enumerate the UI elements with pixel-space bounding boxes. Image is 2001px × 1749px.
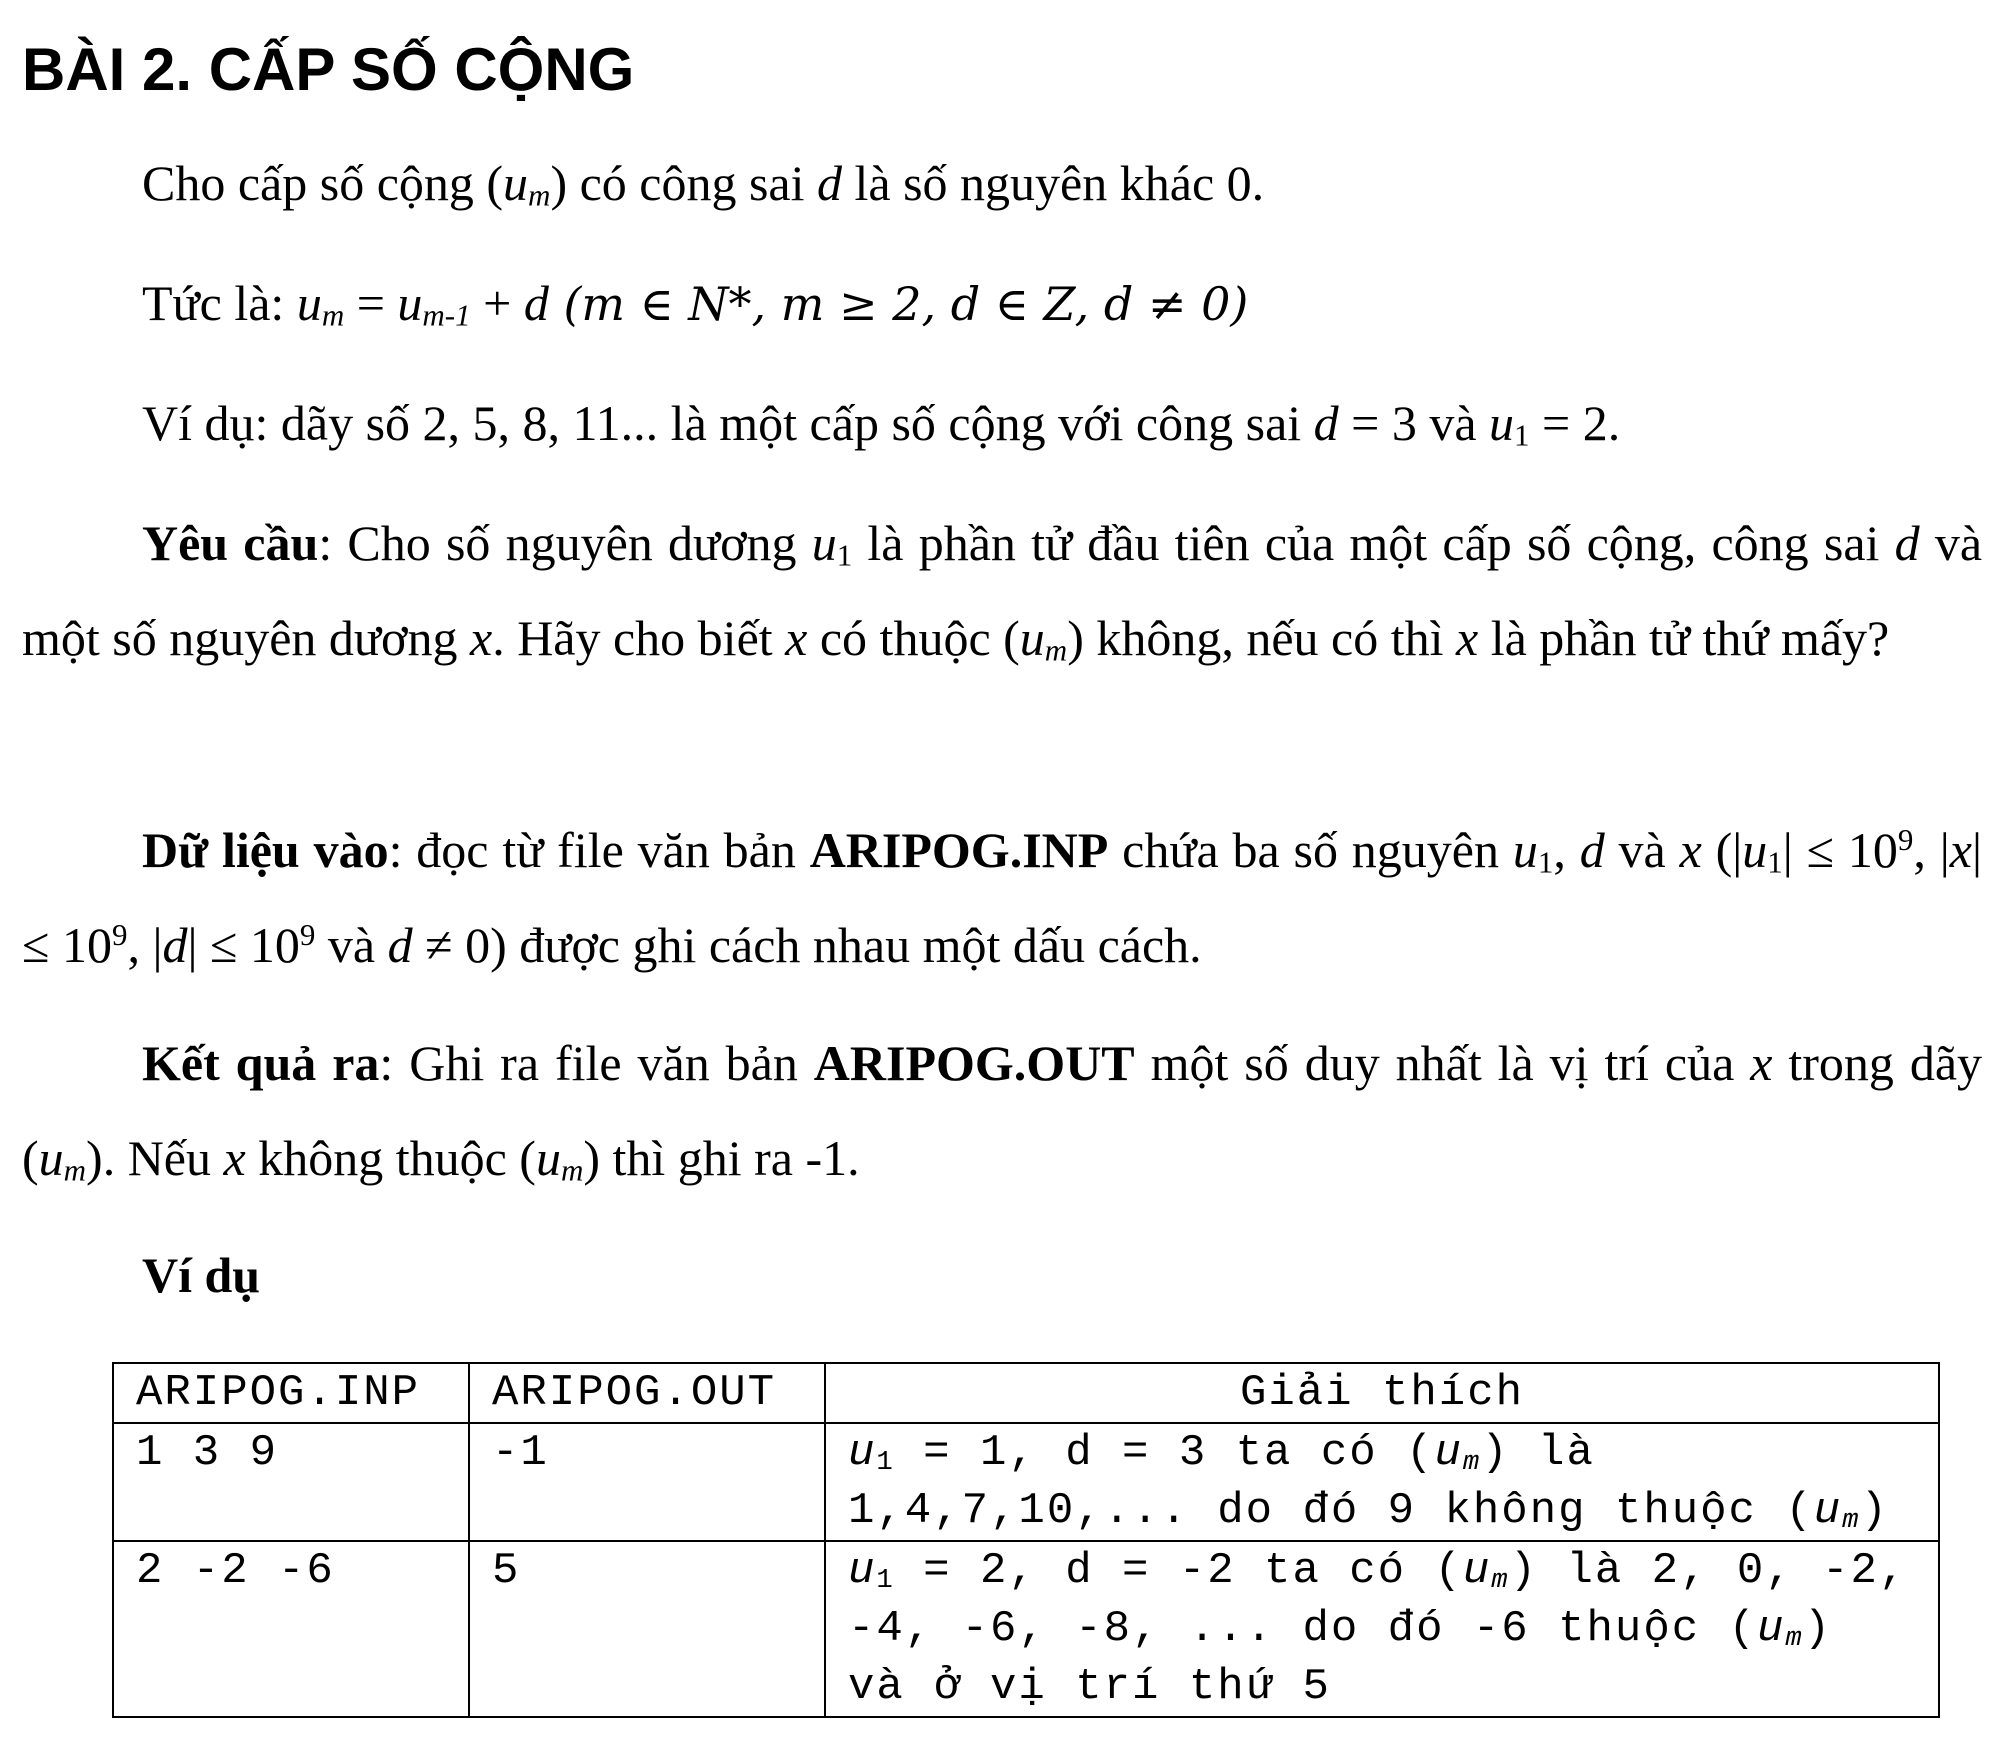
cell-explanation: $u_1 = 2$, d = -2 ta có $(u_m)$ là 2, 0, -2, -4, -6, -8, ... do đó -6 thuộc $(u_m)$ và ở vị trí thứ 5 (825, 1541, 1939, 1717)
table-header-row (113, 1363, 1939, 1423)
formula-condition: (m ∈ N*, m ≥ 2, d ∈ Z, d ≠ 0) (548, 277, 1249, 331)
cell-output: 5 (469, 1541, 825, 1717)
requirement-label: Yêu cầu (142, 515, 319, 571)
cell-input: 1 3 9 (113, 1423, 469, 1541)
header-output: ARIPOG.OUT (469, 1363, 825, 1423)
input-label: Dữ liệu vào (142, 822, 389, 878)
output-file-name: ARIPOG.OUT (813, 1035, 1135, 1091)
header-input: ARIPOG.INP (113, 1363, 469, 1423)
requirement-paragraph: Yêu cầu: Cho số nguyên dương $u_1$ là phần tử đầu tiên của một cấp số cộng, công sai d và một số nguyên dương x. Hãy cho biết x có thuộc $(u_m)$ không, nếu có thì x là phần tử thứ mấy? (22, 515, 1983, 668)
problem-title: BÀI 2. CẤP SỐ CỘNG (22, 36, 635, 103)
output-paragraph: Kết quả ra: Ghi ra file văn bản ARIPOG.OUT một số duy nhất là vị trí của x trong dãy $(u_m)$. Nếu x không thuộc $(u_m)$ thì ghi ra -1. (22, 1035, 1983, 1188)
cell-output: -1 (469, 1423, 825, 1541)
intro-example: Ví dụ: dãy số 2, 5, 8, 11... là một cấp số cộng với công sai d = 3 và $u_1 = 2$. (142, 395, 1621, 453)
example-heading: Ví dụ (142, 1247, 261, 1303)
table-row (113, 1423, 1939, 1541)
examples-table (112, 1362, 1940, 1718)
intro-definition: Cho cấp số cộng $(u_m)$ có công sai d là số nguyên khác 0. (142, 155, 1265, 213)
table-row (113, 1541, 1939, 1717)
output-label: Kết quả ra (142, 1035, 380, 1091)
intro-formula: Tức là: $u_m = u_{m-1} + d$ (m ∈ N*, m ≥ 2, d ∈ Z, d ≠ 0) (142, 275, 1249, 333)
input-file-name: ARIPOG.INP (809, 822, 1109, 878)
input-paragraph: Dữ liệu vào: đọc từ file văn bản ARIPOG.INP chứa ba số nguyên $u_1$, d và x ($|u_1| \le 10^9$, $|x| \le 10^9$, $|d| \le 10^9$ và d ≠ 0) được ghi cách nhau một dấu cách. (22, 821, 1982, 973)
cell-explanation: $u_1 = 1$, d = 3 ta có $(u_m)$ là 1,4,7,10,... do đó 9 không thuộc $(u_m)$ (825, 1423, 1939, 1541)
cell-input: 2 -2 -6 (113, 1541, 469, 1717)
header-explanation: Giải thích (825, 1363, 1939, 1423)
